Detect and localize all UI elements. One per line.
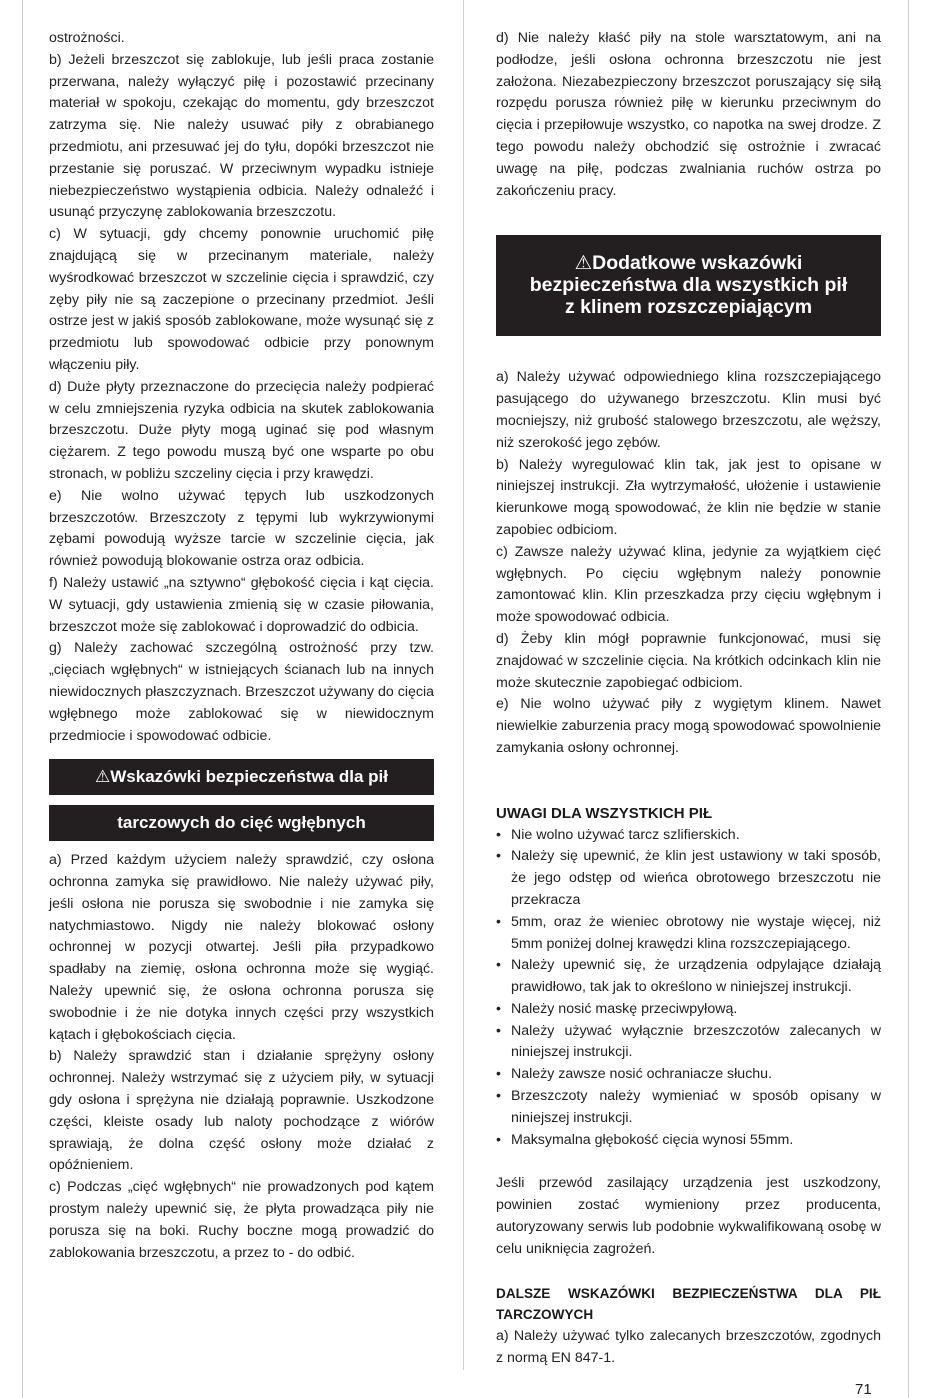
list-item: • 5mm, oraz że wieniec obrotowy nie wystaje więcej, niż 5mm poniżej dolnej krawędzi klina rozszczepiającego. [496, 912, 881, 956]
right-paragraph: b) Należy wyregulować klin tak, jak jest to opisane w niniejszej instrukcji. Zła wytrzymałość, ułożenie i ustawienie kierunkowe mogą spowodować, że klin nie będzie w stanie zapobiec odbiciom. [496, 456, 881, 538]
right-margin-rule [908, 0, 909, 1398]
page-number: 71 [855, 1381, 872, 1398]
banner-klin-line-2: bezpieczeństwa dla wszystkich pił [529, 274, 848, 297]
right-paragraph: d) Nie należy kłaść piły na stole warsztatowym, ani na podłodze, jeśli osłona ochronna brzeszczotu nie jest założona. Niezabezpieczony brzeszczot poruszający się siłą rozpędu porusza również piłę w kierunku przeciwnym do cięcia i przepiłowuje wszystko, co napotka na swej drodze. Z tego powodu należy obchodzić się ostrożnie i zwracać uwagę na piłę, podczas zwalniania ruchów ostrza po zakończeniu pracy. [496, 30, 881, 199]
left-paragraph: b) Jeżeli brzeszczot się zablokuje, lub jeśli praca zostanie przerwana, należy wyłączyć piłę i pozostawić przecinany materiał w spokoju, czekając do momentu, gdy brzeszczot zatrzyma się. Nie należy usuwać piły z obrabianego przedmiotu, ani przesuwać jej do tyłu, dopóki brzeszczot nie przestanie się poruszać. W przeciwnym wypadku istnieje niebezpieczeństwo wystąpienia odbicia. Należy odnaleźć i usunąć przyczynę zablokowania brzeszczotu. [49, 51, 434, 221]
left-paragraph: ostrożności. [49, 30, 125, 46]
bullet-list [496, 825, 881, 1152]
heading-uwagi: UWAGI DLA WSZYSTKICH PIŁ [496, 804, 713, 822]
left-paragraph: c) W sytuacji, gdy chcemy ponownie uruchomić piłę znajdującą się w przecinanym materiale, należy wyśrodkować brzeszczot w szczelinie cięcia i sprawdzić, czy zęby piły nie są zaczepione o przecinany przedmiot. Jeśli ostrze jest w jakiś sposób zablokowane, może wysunąć się z przedmiotu lub spowodować odbicie przy ponownym włączeniu piły. [49, 226, 434, 373]
section-banner-klin [496, 235, 881, 336]
heading-dalsze: DALSZE WSKAZÓWKI BEZPIECZEŃSTWA DLA PIŁ TARCZOWYCH [496, 1285, 881, 1323]
section-banner-line-1: ⚠Wskazówki bezpieczeństwa dla pił [49, 759, 434, 795]
right-paragraph: e) Nie wolno używać piły z wygiętym klinem. Nawet niewielkie zaburzenia pracy mogą spowodować spowolnienie zamykania osłony ochronnej. [496, 696, 881, 756]
list-item: • Maksymalna głębokość cięcia wynosi 55mm. [496, 1130, 881, 1152]
left-paragraph: a) Przed każdym użyciem należy sprawdzić, czy osłona ochronna zamyka się prawidłowo. Nie należy używać piły, jeśli osłona nie porusza się swobodnie i nie zamyka się natychmiastowo. Nigdy nie należy blokować osłony ochronnej w pozycji otwartej. Jeśli piła przypadkowo spadłaby na ziemię, osłona ochronna może się wygiąć. Należy upewnić się, że osłona ochronna porusza się swobodnie i że nie dotyka innych części przy wszystkich kątach i głębokościach cięcia. [49, 852, 434, 1043]
list-item: • Należy nosić maskę przeciwpyłową. [496, 999, 881, 1021]
right-paragraph: a) Należy używać odpowiedniego klina rozszczepiającego pasującego do używanego brzeszczotu. Klin musi być mocniejszy, niż grubość stalowego brzeszczotu, ale węższy, niż szerokość jego zębów. [496, 369, 881, 451]
left-paragraph: b) Należy sprawdzić stan i działanie sprężyny osłony ochronnej. Należy wstrzymać się z użyciem piły, w sytuacji gdy osłona i sprężyna nie działają poprawnie. Uszkodzone części, kleiste osady lub naloty pochodzące z wiórów sprawiają, że dolna część osłony może działać z opóźnieniem. [49, 1048, 434, 1174]
list-item: • Należy się upewnić, że klin jest ustawiony w taki sposób, że jego odstęp od wieńca obrotowego brzeszczotu nie przekracza [496, 846, 881, 911]
column-divider [463, 0, 464, 1370]
list-item: • Należy zawsze nosić ochraniacze słuchu. [496, 1064, 881, 1086]
right-paragraph: c) Zawsze należy używać klina, jedynie za wyjątkiem cięć wgłębnych. Po cięciu wgłębnym należy ponownie zamontować klin. Klin przeszkadza przy cięciu wgłębnym i może spowodować odbicia. [496, 543, 881, 626]
left-paragraph: e) Nie wolno używać tępych lub uszkodzonych brzeszczotów. Brzeszczoty z tępymi lub wykrzywionymi zębami powodują wyższe tarcie w szczelinie cięcia, jak również powodują blokowanie ostrza oraz odbicia. [49, 487, 434, 570]
left-column [49, 28, 434, 1264]
banner-klin-line-3: z klinem rozszczepiającym [564, 296, 813, 319]
right-paragraph: a) Należy używać tylko zalecanych brzeszczotów, zgodnych z normą EN 847-1. [496, 1328, 881, 1367]
left-paragraph: d) Duże płyty przeznaczone do przecięcia należy podpierać w celu zmniejszenia ryzyka odbicia na skutek zablokowania brzeszczotu. Duże płyty mogą uginać się pod własnym ciężarem. Z tego powodu muszą być one wsparte po obu stronach, w pobliżu szczeliny cięcia i przy krawędzi. [49, 378, 434, 482]
list-item: • Brzeszczoty należy wymieniać w sposób opisany w niniejszej instrukcji. [496, 1086, 881, 1130]
right-paragraph: Jeśli przewód zasilający urządzenia jest uszkodzony, powinien zostać wymieniony przez producenta, autoryzowany serwis lub podobnie wykwalifikowaną osobę w celu uniknięcia zagrożeń. [496, 1175, 881, 1257]
right-paragraph: d) Żeby klin mógł poprawnie funkcjonować, musi się znajdować w szczelinie cięcia. Na krótkich odcinkach klin nie może skutecznie zapobiegać odbiciom. [496, 630, 881, 691]
section-banner-line-2: tarczowych do cięć wgłębnych [49, 805, 434, 841]
list-item: • Należy używać wyłącznie brzeszczotów zalecanych w niniejszej instrukcji. [496, 1021, 881, 1065]
right-column [496, 28, 881, 1370]
banner-klin-line-1: ⚠Dodatkowe wskazówki [574, 252, 803, 275]
left-paragraph: f) Należy ustawić „na sztywno“ głębokość cięcia i kąt cięcia. W sytuacji, gdy ustawienia zmienią się w czasie piłowania, brzeszczot może się zablokować i doprowadzić do odbicia. [49, 574, 434, 635]
list-item: • Nie wolno używać tarcz szlifierskich. [496, 825, 881, 847]
left-paragraph: g) Należy zachować szczególną ostrożność przy tzw. „cięciach wgłębnych“ w istniejących ścianach lub na innych niewidocznych płaszczyznach. Brzeszczot używany do cięcia wgłębnego może zablokować się w niewidocznym przedmiocie i spowodować odbicie. [49, 640, 434, 744]
left-margin-rule [22, 0, 23, 1398]
list-item: • Należy upewnić się, że urządzenia odpylające działają prawidłowo, tak jak to określono w niniejszej instrukcji. [496, 955, 881, 999]
left-paragraph: c) Podczas „cięć wgłębnych“ nie prowadzonych pod kątem prostym należy upewnić się, że płyta prowadząca piły nie porusza się na boki. Ruchy boczne mogą prowadzić do zablokowania brzeszczotu, a przez to - do odbić. [49, 1179, 434, 1261]
